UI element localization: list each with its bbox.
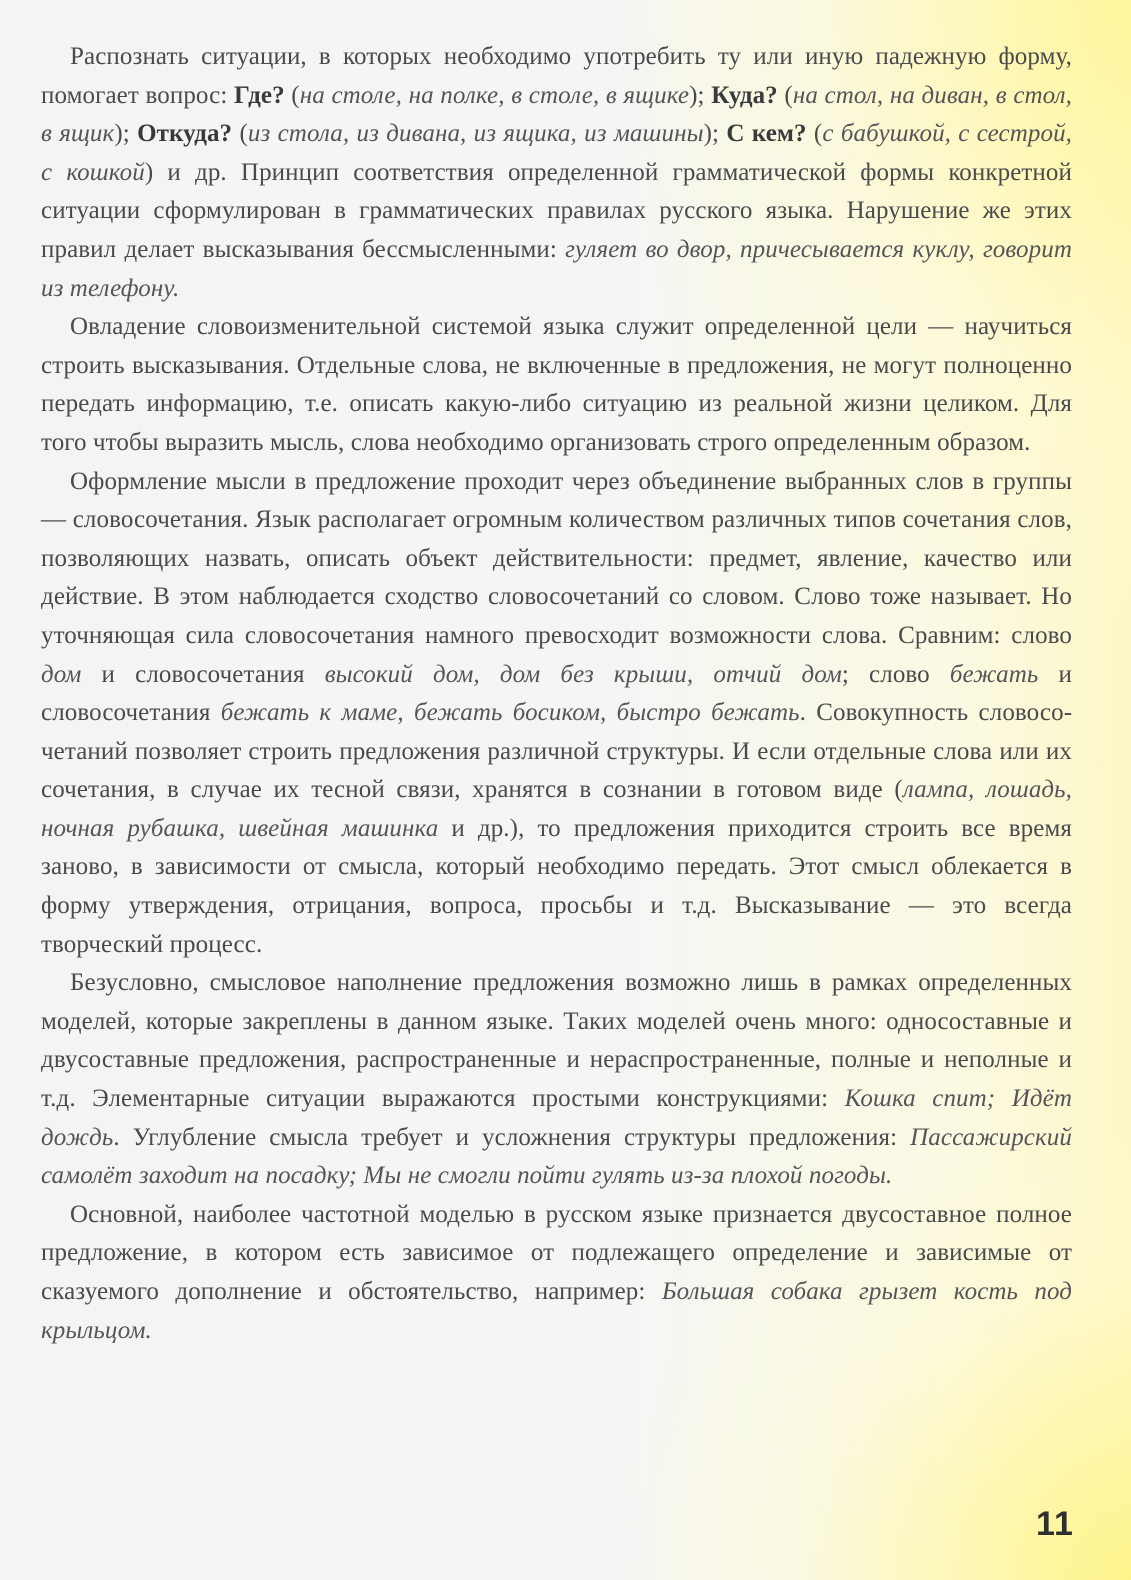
- example-text: Большая собака грызет кость под крыльцом.: [41, 1278, 1072, 1344]
- body-text: (: [806, 120, 823, 148]
- example-text: гуляет во двор, причесывается куклу, говорит из телефону.: [41, 235, 1072, 302]
- body-text: (: [284, 81, 300, 109]
- body-text: );: [689, 81, 712, 109]
- page-body: [41, 38, 1072, 1350]
- example-text: Пассажирский самолёт заходит на посадку; Мы не смогли пойти гулять из-за плохой погоды.: [41, 1123, 1072, 1190]
- body-text: ) и др. Принцип соответствия определенной грамматической формы конкретной ситуации сформулирован в грамматических правилах русского языка. Нарушение же этих правил делает высказывания бессмысленными:: [41, 158, 1072, 263]
- body-text: );: [114, 120, 138, 148]
- example-text: высокий дом, дом без крыши, отчий дом: [324, 660, 842, 688]
- body-text: . Совокупность словосочетаний позволяет строить предложения различной структуры. И если отдельные слова или их сочетания, в случае их тесной связи, хранятся в сознании в готовом виде (: [41, 699, 1073, 804]
- body-text: Овладение словоизменительной системой языка служит определенной цели — научиться строить высказывания. Отдельные слова, не включенные в предложения, не могут полноценно передать информацию, т.е. описать какую-либо ситуацию из реальной жизни целиком. Для того чтобы выразить мысль, слова необходимо организовать строго определенным образом.: [41, 313, 1072, 456]
- body-text: Основной, наиболее частотной моделью в русском языке признается двусоставное полное предложение, в котором есть зависимое от подлежащего определение и зависимые от сказуемого дополнение и обстоятельство, например:: [41, 1200, 1072, 1305]
- body-text: и словосочетания: [41, 660, 1072, 727]
- example-text: бежать к маме, бежать босиком, быстро бежать: [220, 699, 800, 727]
- body-text: . Углубление смысла требует и усложнения структуры предложения:: [113, 1123, 911, 1151]
- body-text: и др.), то предложения приходится строить все время заново, в зависимости от смысла, который необходимо передать. Этот смысл облекается в форму утверждения, отрицания, вопроса, просьбы и т.д. Высказывание — это всегда творческий процесс.: [41, 814, 1072, 958]
- paragraph-word-combinations: [41, 463, 1072, 965]
- example-text: лампа, лошадь, ночная рубашка, швейная машинка: [41, 776, 1072, 842]
- body-text: ; слово: [841, 660, 950, 688]
- body-text: (: [777, 81, 793, 109]
- question-word: Где?: [234, 81, 285, 109]
- example-text: на стол, на диван, в стол, в ящик: [41, 81, 1072, 148]
- body-text: Распознать ситуации, в которых необходимо употребить ту или иную падежную форму, помогает вопрос:: [41, 43, 1072, 109]
- paragraph-inflection-system: [41, 308, 1072, 462]
- page-number: 11: [1036, 1505, 1074, 1543]
- body-text: и словосочетания: [81, 660, 325, 688]
- question-word: С кем?: [726, 120, 807, 148]
- question-word: Куда?: [711, 81, 778, 109]
- example-text: с бабушкой, с сестрой, с кошкой: [41, 120, 1073, 186]
- body-text: Оформление мысли в предложение проходит через объединение выбранных слов в группы — словосочетания. Язык располагает огромным количеством различных типов сочетания слов, позволяющих назвать, описать объект действительности: предмет, явление, качество или действие. В этом наблюдается сходство словосочетаний со словом. Слово тоже называет. Но уточняющая сила словосочетания намного превосходит возможности слова. Сравним: слово: [41, 467, 1072, 649]
- body-text: );: [703, 120, 727, 148]
- paragraph-two-part-sentence: [41, 1196, 1072, 1350]
- question-word: Откуда?: [137, 120, 233, 148]
- example-text: бежать: [949, 660, 1039, 688]
- example-text: Кошка спит; Идёт дождь: [41, 1085, 1072, 1151]
- paragraph-case-forms: [41, 38, 1072, 308]
- example-text: из стола, из дивана, из ящика, из машины: [247, 120, 704, 148]
- body-text: Безусловно, смысловое наполнение предложения возможно лишь в рамках определенных моделей, которые закреплены в данном языке. Таких моделей очень много: односоставные и двусоставные предложения, распространенные и нераспространенные, полные и неполные и т.д. Элементарные ситуации выражаются простыми конструкциями:: [41, 969, 1072, 1113]
- paragraph-sentence-models: [41, 964, 1072, 1196]
- body-text: (: [232, 120, 248, 148]
- example-text: дом: [41, 660, 82, 688]
- example-text: на столе, на полке, в столе, в ящике: [299, 81, 690, 109]
